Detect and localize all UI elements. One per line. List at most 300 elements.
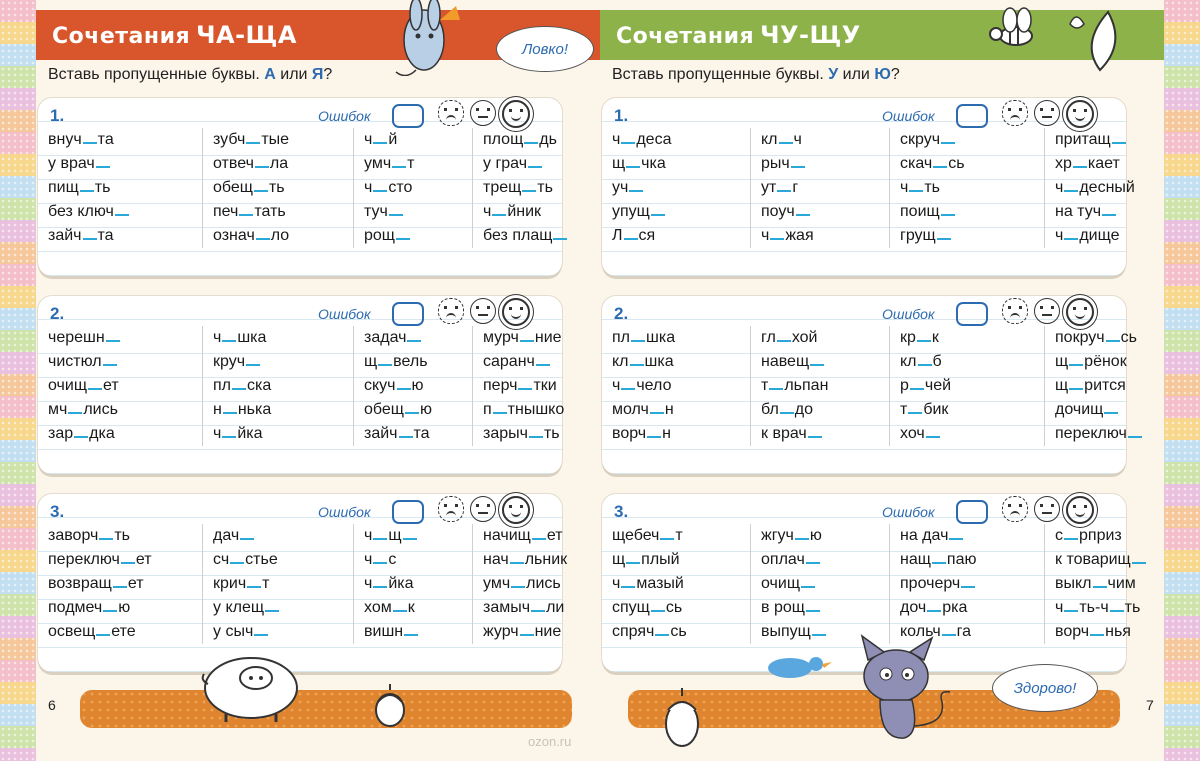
blank-line[interactable] [532,538,546,540]
word-item: очищ ет [48,377,119,394]
sad-face-icon[interactable] [438,298,464,324]
lovko-speech-bubble: Ловко! [496,26,594,72]
word-item: переключ [1055,422,1169,446]
blank-line[interactable] [255,166,269,168]
word-item: хр кает [1055,155,1120,172]
blank-line[interactable] [937,238,951,240]
left-page [36,0,600,761]
word-column [473,524,607,644]
blank-line[interactable] [949,538,963,540]
word-item: саранч [483,350,603,374]
errors-label: Ошибок [318,504,371,520]
word-item: зар дка [48,425,115,442]
neutral-face-icon[interactable] [470,496,496,522]
word-item: поуч [761,200,885,224]
blank-line[interactable] [254,634,268,636]
blank-line[interactable] [528,166,542,168]
exercise-number: 3. [50,502,65,521]
left-exercise-2 [38,296,565,474]
blank-line[interactable] [626,562,640,564]
cat-illustration [850,630,960,750]
word-column [203,524,354,644]
blank-line[interactable] [223,412,237,414]
word-item: р чей [900,377,952,394]
blank-line[interactable] [1090,634,1104,636]
word-item: прочерч [900,572,1040,596]
blank-line[interactable] [660,538,674,540]
word-item: к товарищ [1055,548,1169,572]
word-column [890,128,1045,248]
word-item: доч рка [900,599,968,616]
blank-line[interactable] [806,562,820,564]
blank-line[interactable] [96,166,110,168]
blank-line[interactable] [510,562,524,564]
blank-line[interactable] [917,340,931,342]
left-footer-bar [80,690,572,728]
errors-label: Ошибок [882,108,935,124]
exercise-number: 1. [50,106,65,125]
blank-line[interactable] [518,388,532,390]
errors-label: Ошибок [882,504,935,520]
word-item: щ плый [612,551,680,568]
word-item: кл шка [612,353,674,370]
bunny-illustration [376,0,476,76]
word-item: отвеч ла [213,155,289,172]
blank-line[interactable] [629,190,643,192]
blank-line[interactable] [531,610,545,612]
blank-line[interactable] [941,214,955,216]
errors-label: Ошибок [318,306,371,322]
word-item: ч дище [1055,227,1120,244]
word-item: обещ ть [213,179,285,196]
word-column [751,326,890,446]
happy-sun-icon[interactable] [502,100,530,128]
blank-line[interactable] [621,388,635,390]
word-item: кл б [900,353,942,370]
word-item: молч н [612,401,674,418]
neutral-face-icon[interactable] [1034,298,1060,324]
word-item: кольч га [900,623,972,640]
blank-line[interactable] [103,364,117,366]
snowdrop-leaf-icon [1060,4,1140,74]
word-item: умч лись [483,575,561,592]
blank-line[interactable] [88,388,102,390]
word-item: у грач [483,152,603,176]
watermark: ozon.ru [528,734,572,749]
word-column [354,326,473,446]
blank-line[interactable] [246,364,260,366]
word-item: ч чело [612,377,672,394]
blank-line[interactable] [113,586,127,588]
blank-line[interactable] [254,190,268,192]
errors-count-box[interactable] [956,104,988,128]
word-item: ч мазый [612,575,684,592]
blank-line[interactable] [770,238,784,240]
blank-line[interactable] [651,610,665,612]
errors-label: Ошибок [318,108,371,124]
word-item: Л ся [612,227,656,244]
word-item: ч йник [483,203,542,220]
blank-line[interactable] [240,538,254,540]
word-item: щебеч т [612,527,683,544]
blank-line[interactable] [121,562,135,564]
word-item: ч йка [364,575,414,592]
word-item: спущ сь [612,599,683,616]
happy-sun-icon[interactable] [502,496,530,524]
blank-line[interactable] [651,214,665,216]
blank-line[interactable] [1064,190,1078,192]
blank-line[interactable] [769,388,783,390]
blank-line[interactable] [1093,586,1107,588]
blank-line[interactable] [1064,238,1078,240]
rating-faces [1002,100,1094,128]
word-item: у врач [48,152,198,176]
blank-line[interactable] [96,634,110,636]
blank-line[interactable] [1069,364,1083,366]
word-item: навещ [761,350,885,374]
blank-line[interactable] [393,610,407,612]
word-column [203,128,354,248]
blank-line[interactable] [373,538,387,540]
acorn-icon [662,684,702,750]
word-item: гл хой [761,329,818,346]
blank-line[interactable] [536,364,550,366]
word-item: н нька [213,401,272,418]
word-item: ч деса [612,131,672,148]
blank-line[interactable] [1132,562,1146,564]
word-item: вишн [364,620,468,644]
word-item: подмеч ю [48,599,131,616]
neutral-face-icon[interactable] [1034,100,1060,126]
word-item: пищ ть [48,179,111,196]
word-column [890,524,1045,644]
word-item: выпущ [761,620,885,644]
word-item: внуч та [48,131,114,148]
blank-line[interactable] [1112,142,1126,144]
word-item: ворч нья [1055,623,1131,640]
blank-line[interactable] [961,586,975,588]
exercise-number: 2. [50,304,65,323]
blank-line[interactable] [403,538,417,540]
word-item: журч ние [483,623,562,640]
blank-line[interactable] [624,238,638,240]
blank-line[interactable] [373,586,387,588]
blank-line[interactable] [265,610,279,612]
blank-line[interactable] [493,412,507,414]
rating-faces [438,298,530,326]
word-item: ч ть-ч ть [1055,599,1141,616]
word-item: ч шка [213,329,267,346]
word-item: перч тки [483,377,557,394]
blank-line[interactable] [520,340,534,342]
neutral-face-icon[interactable] [470,100,496,126]
blank-line[interactable] [1064,610,1078,612]
word-item: переключ ет [48,551,152,568]
word-item: дач [213,524,349,548]
blank-line[interactable] [1069,388,1083,390]
blank-line[interactable] [247,586,261,588]
blank-line[interactable] [378,364,392,366]
word-item: у сыч [213,620,349,644]
blank-line[interactable] [405,412,419,414]
word-item: зайч та [48,227,114,244]
blank-line[interactable] [1128,436,1142,438]
blank-line[interactable] [918,364,932,366]
word-column [751,524,890,644]
word-item: упущ [612,200,746,224]
blank-line[interactable] [392,166,406,168]
word-column [473,326,607,446]
blank-line[interactable] [99,538,113,540]
right-title: Сочетания ЧУ-ЩУ [616,21,861,49]
errors-count-box[interactable] [392,104,424,128]
exercise-number: 2. [614,304,629,323]
blank-line[interactable] [389,214,403,216]
sad-face-icon[interactable] [438,496,464,522]
blank-line[interactable] [1064,538,1078,540]
errors-count-box[interactable] [956,500,988,524]
errors-count-box[interactable] [956,302,988,326]
word-column [890,326,1045,446]
blank-line[interactable] [626,166,640,168]
errors-label: Ошибок [882,306,935,322]
right-page [600,0,1164,761]
page-number-left: 6 [48,697,56,713]
blank-line[interactable] [647,436,661,438]
blank-line[interactable] [926,436,940,438]
neutral-face-icon[interactable] [470,298,496,324]
word-item: начищ ет [483,527,563,544]
blank-line[interactable] [812,634,826,636]
sad-face-icon[interactable] [438,100,464,126]
blank-line[interactable] [115,214,129,216]
word-item: ч с [364,551,397,568]
blank-line[interactable] [932,562,946,564]
blank-line[interactable] [791,166,805,168]
bird-illustration [760,650,840,686]
blank-line[interactable] [909,190,923,192]
word-column [612,524,751,644]
word-item: скруч [900,128,1040,152]
errors-count-box[interactable] [392,302,424,326]
blank-line[interactable] [927,610,941,612]
word-item: покруч сь [1055,329,1137,346]
word-item: хом к [364,599,415,616]
word-item: рощ [364,224,468,248]
word-grid [612,128,1173,248]
word-item: уч [612,176,746,200]
blank-line[interactable] [246,142,260,144]
word-item: зайч та [364,425,430,442]
left-title: Сочетания ЧА-ЩА [52,21,297,49]
word-column [1045,128,1173,248]
blank-line[interactable] [621,586,635,588]
acorn-icon [370,680,410,730]
blank-line[interactable] [777,190,791,192]
blank-line[interactable] [232,388,246,390]
blank-line[interactable] [908,412,922,414]
word-item: зубч тые [213,131,290,148]
word-item: обещ ю [364,401,432,418]
blank-line[interactable] [808,436,822,438]
word-grid [48,524,607,644]
blank-line[interactable] [83,142,97,144]
word-item: чистюл [48,350,198,374]
happy-sun-icon[interactable] [1066,496,1094,524]
word-item: круч [213,350,349,374]
sad-face-icon[interactable] [1002,496,1028,522]
rating-faces [438,100,530,128]
blank-line[interactable] [103,610,117,612]
blank-line[interactable] [529,436,543,438]
left-instruction: Вставь пропущенные буквы. А или Я? [48,66,333,83]
blank-line[interactable] [1073,166,1087,168]
blank-line[interactable] [780,412,794,414]
blank-line[interactable] [806,610,820,612]
word-item: ч щ [364,524,468,548]
word-item: нач льник [483,551,568,568]
blank-line[interactable] [1106,340,1120,342]
word-item: скач сь [900,155,965,172]
word-item: спряч сь [612,623,687,640]
word-grid [48,326,607,446]
blank-line[interactable] [222,436,236,438]
word-item: нащ паю [900,551,977,568]
word-item: заворч ть [48,527,131,544]
right-exercise-2 [602,296,1137,474]
word-item: на туч [1055,200,1169,224]
word-item: сч стье [213,551,278,568]
right-exercise-1 [602,98,1135,276]
blank-line[interactable] [795,538,809,540]
word-grid [612,326,1173,446]
word-item: черешн [48,326,198,350]
blank-line[interactable] [801,586,815,588]
blank-line[interactable] [520,634,534,636]
blank-line[interactable] [941,142,955,144]
blank-line[interactable] [399,436,413,438]
word-item: с рприз [1055,527,1122,544]
bee-icon [980,4,1060,54]
word-item: освещ ете [48,623,136,640]
word-item: скуч ю [364,377,424,394]
blank-line[interactable] [83,238,97,240]
word-column [1045,524,1173,644]
word-item: ч сто [364,179,413,196]
blank-line[interactable] [404,634,418,636]
happy-sun-icon[interactable] [502,298,530,326]
blank-line[interactable] [373,190,387,192]
blank-line[interactable] [1104,412,1118,414]
blank-line[interactable] [650,412,664,414]
blank-line[interactable] [655,634,669,636]
blank-line[interactable] [230,562,244,564]
blank-line[interactable] [407,340,421,342]
blank-line[interactable] [810,364,824,366]
blank-line[interactable] [524,142,538,144]
happy-sun-icon[interactable] [1066,298,1094,326]
word-item: умч т [364,155,415,172]
rating-faces [438,496,530,524]
blank-line[interactable] [522,190,536,192]
blank-line[interactable] [621,142,635,144]
word-column [612,326,751,446]
word-item: замыч ли [483,599,565,616]
word-item: на дач [900,524,1040,548]
blank-line[interactable] [631,340,645,342]
page-number-right: 7 [1146,697,1154,713]
blank-line[interactable] [68,412,82,414]
word-item: т бик [900,401,949,418]
blank-line[interactable] [74,436,88,438]
pig-illustration [186,648,316,724]
blank-line[interactable] [80,190,94,192]
blank-line[interactable] [777,340,791,342]
word-item: пл ска [213,377,272,394]
sad-face-icon[interactable] [1002,298,1028,324]
word-item: крич т [213,575,270,592]
word-column [612,128,751,248]
neutral-face-icon[interactable] [1034,496,1060,522]
blank-line[interactable] [630,364,644,366]
word-item: дочищ [1055,398,1169,422]
word-item: щ чка [612,155,666,172]
word-item: рыч [761,152,885,176]
blank-line[interactable] [1110,610,1124,612]
word-column [751,128,890,248]
word-column [203,326,354,446]
word-item: выкл чим [1055,575,1136,592]
word-item: щ вель [364,353,428,370]
blank-line[interactable] [222,340,236,342]
blank-line[interactable] [492,214,506,216]
blank-line[interactable] [553,238,567,240]
word-item: ворч н [612,425,671,442]
word-item: ч йка [213,425,263,442]
word-item: площ дь [483,131,557,148]
word-item: в рощ [761,596,885,620]
blank-line[interactable] [511,586,525,588]
word-column [48,128,203,248]
word-item: притащ [1055,128,1169,152]
blank-line[interactable] [910,388,924,390]
sad-face-icon[interactable] [1002,100,1028,126]
blank-line[interactable] [239,214,253,216]
blank-line[interactable] [373,562,387,564]
blank-line[interactable] [397,388,411,390]
blank-line[interactable] [106,340,120,342]
blank-line[interactable] [256,238,270,240]
blank-line[interactable] [1102,214,1116,216]
word-item: означ ло [213,227,290,244]
blank-line[interactable] [933,166,947,168]
blank-line[interactable] [779,142,793,144]
errors-count-box[interactable] [392,500,424,524]
word-item: кл ч [761,131,802,148]
zdorovo-speech-bubble: Здорово! [992,664,1098,712]
left-exercise-1 [38,98,562,276]
left-exercise-3 [38,494,568,672]
blank-line[interactable] [373,142,387,144]
word-item: хоч [900,422,1040,446]
happy-sun-icon[interactable] [1066,100,1094,128]
word-item: ч жая [761,227,814,244]
word-item: к врач [761,422,885,446]
word-column [354,128,473,248]
blank-line[interactable] [796,214,810,216]
blank-line[interactable] [396,238,410,240]
word-item: поищ [900,200,1040,224]
